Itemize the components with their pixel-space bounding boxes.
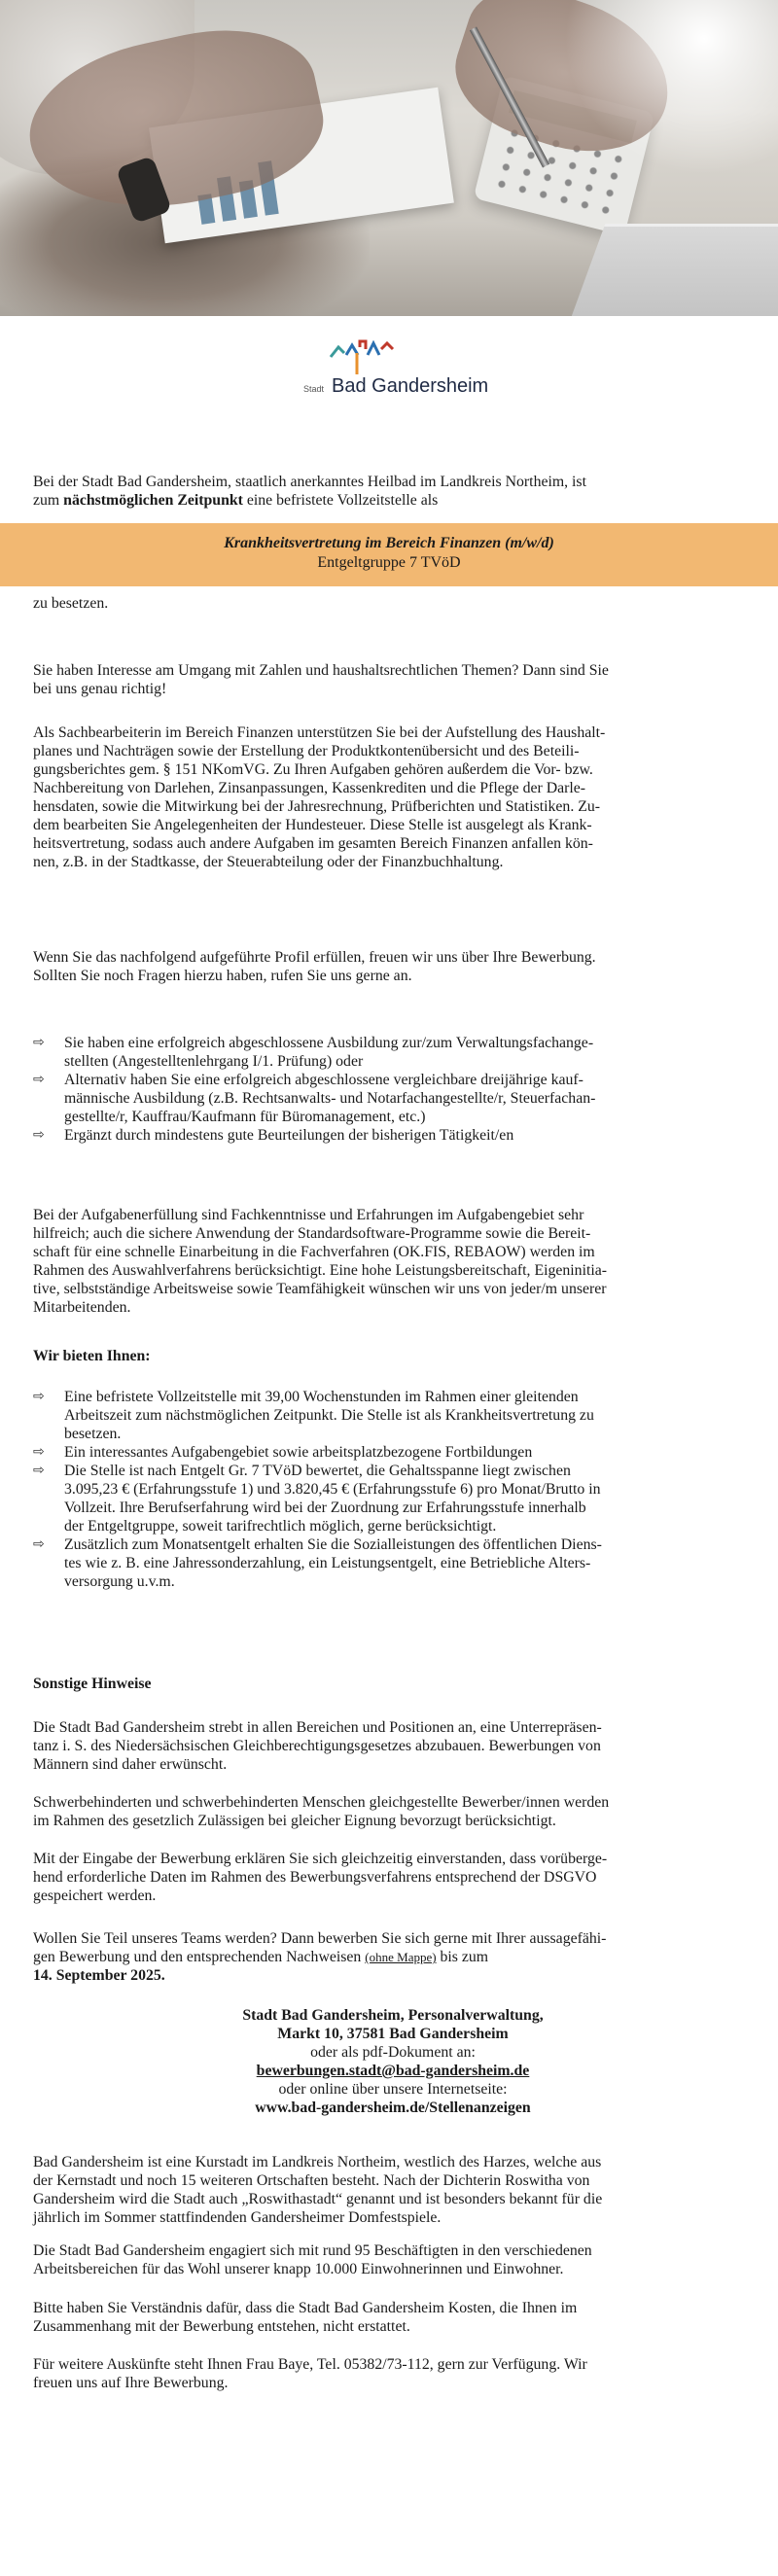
notes-equality-paragraph: Die Stadt Bad Gandersheim strebt in allen Bereichen und Positionen an, eine Unterrepräsen- tanz i. S. des Niedersächsischen Gleichberechtigungsgesetzes abzubauen. Bewerbungen von Männern sind daher erwünscht. [33,1719,602,1773]
list-item: ⇨ Ein interessantes Aufgabengebiet sowie arbeitsplatzbezogene Fortbildungen [33,1444,533,1461]
town-paragraph: Bad Gandersheim ist eine Kurstadt im Landkreis Northeim, westlich des Harzes, welche aus der Kernstadt und noch 15 weiteren Ortschaften besteht. Nach der Dichterin Roswitha von Gandersheim wird die Stadt auch „Roswithastadt“ genannt und ist besonders bekannt für die jährlich im Sommer stattfindenden Gandersheimer Domfestspiele. [33,2154,603,2226]
pay-grade: Entgeltgruppe 7 TVöD [317,554,461,571]
tasks-paragraph: Als Sachbearbeiterin im Bereich Finanzen unterstützen Sie bei der Aufstellung des Haushalt- planes und Nachträgen sowie der Erstellung der Produktkontenübersicht und des Beteili- gungsberichtes gem. § 151 NKomVG. Zu Ihren Aufgaben gehören außerdem die Vor- bzw. Nachbereitung von Darlehen, Zinsanpassungen, Kassenkrediten und die Pflege der Darle- hensdaten, sowie die Mitwirkung bei der Jahresrechnung, Prüfberichten und Statistiken. Zu- dem bearbeiten Sie Angelegenheiten der Hundesteuer. Diese Stelle ist ausgelegt als Krank- heitsvertretung, sodass auch andere Aufgaben im gesamten Bereich Finanzen anfallen kön- nen, z.B. in der Stadtkasse, der Steuerabteilung oder der Finanzbuchhaltung. [33,724,606,870]
position-title: Krankheitsvertretung im Bereich Finanzen (m/w/d) [224,535,554,551]
list-item: ⇨ Eine befristete Vollzeitstelle mit 39,00 Wochenstunden im Rahmen einer gleitenden Arbeitszeit zum nächstmöglichen Zeitpunkt. Die Stelle ist als Krankheitsvertretung zu besetzen. [33,1389,594,1442]
arrow-right-icon: ⇨ [33,1072,45,1087]
interest-paragraph: Sie haben Interesse am Umgang mit Zahlen und haushaltsrechtlichen Themen? Dann sind Sie bei uns genau richtig! [33,662,609,697]
photo-laptop [562,224,778,316]
notes-disability-paragraph: Schwerbehinderten und schwerbehinderten Menschen gleichgestellte Bewerber/innen werden im Rahmen des gesetzlich Zulässigen bei gleicher Eignung bevorzugt berücksichtigt. [33,1794,610,1829]
arrow-right-icon: ⇨ [33,1389,45,1404]
list-item: ⇨ Die Stelle ist nach Entgelt Gr. 7 TVöD bewertet, die Gehaltsspanne liegt zwischen 3.095,23 € (Erfahrungsstufe 1) und 3.820,45 € (Erfahrungsstufe 6) pro Monat/Brutto in Vollzeit. Ihre Berufserfahrung wird bei der Zuordnung zur Erfahrungsstufe innerhalb der Entgeltgruppe, soweit tarifrechtlich möglich, gerne berücksichtigt. [33,1463,601,1535]
skyline-icon [327,335,405,374]
notes-heading: Sonstige Hinweise [33,1676,152,1692]
knowledge-paragraph: Bei der Aufgabenerfüllung sind Fachkenntnisse und Erfahrungen im Aufgabengebiet sehr hilfreich; auch die sichere Anwendung der Standardsoftware-Programme sowie die Bereit- schaft für eine schnelle Einarbeitung in die Fachverfahren (OK.FIS, REBAOW) werden im Rahmen des Auswahlverfahrens berücksichtigt. Eine hohe Leistungsbereitschaft, Eigeninitia- tive, selbstständige Arbeitsweise sowie Teamfähigkeit wünschen wir uns von jeder/m unserer Mitarbeitenden. [33,1207,608,1316]
email-link[interactable]: bewerbungen.stadt@bad-gandersheim.de [256,2063,530,2079]
intro-paragraph: Bei der Stadt Bad Gandersheim, staatlich anerkanntes Heilbad im Landkreis Northeim, ist zum nächstmöglichen Zeitpunkt eine befristete Vollzeitstelle als [33,474,586,509]
deadline: 14. September 2025. [33,1967,165,1984]
list-item: ⇨ Alternativ haben Sie eine erfolgreich abgeschlossene vergleichbare dreijährige kauf- männische Ausbildung (z.B. Rechtsanwalts- und Notarfachangestellte/r, Steuerfachan- gestellte/r, Kauffrau/Kaufmann für Büromanagement, etc.) [33,1072,596,1125]
list-item: ⇨ Sie haben eine erfolgreich abgeschlossene Ausbildung zur/zum Verwaltungsfachange- stellten (Angestelltenlehrgang I/1. Prüfung) oder [33,1035,594,1070]
arrow-right-icon: ⇨ [33,1127,45,1143]
arrow-right-icon: ⇨ [33,1536,45,1552]
profile-intro-paragraph: Wenn Sie das nachfolgend aufgeführte Profil erfüllen, freuen wir uns über Ihre Bewerbung. Sollten Sie noch Fragen hierzu haben, rufen Sie uns gerne an. [33,949,596,984]
list-item: ⇨ Zusätzlich zum Monatsentgelt erhalten Sie die Sozialleistungen des öffentlichen Diens- tes wie z. B. eine Jahressonderzahlung, ein Leistungsentgelt, eine Betriebliche Alters- versorgung u.v.m. [33,1536,602,1590]
notes-dsgvo-paragraph: Mit der Eingabe der Bewerbung erklären Sie sich gleichzeitig einverstanden, dass vorüberge- hend erforderliche Daten im Rahmen des Bewerbungsverfahrens entsprechend der DSGVO gespeichert werden. [33,1851,608,1904]
arrow-right-icon: ⇨ [33,1035,45,1050]
zu-besetzen-text: zu besetzen. [33,595,109,612]
address-block: Stadt Bad Gandersheim, Personalverwaltung, Markt 10, 37581 Bad Gandersheim oder als pdf-Dokument an: bewerbungen.stadt@bad-gandersheim.de oder online über unsere Internetseite: www.bad-gandersheim.de/Stellenanzeigen [242,2007,544,2116]
requirements-list [33,1034,758,1145]
photo-highlight [564,0,778,175]
arrow-right-icon: ⇨ [33,1444,45,1460]
arrow-right-icon: ⇨ [33,1463,45,1478]
employees-paragraph: Die Stadt Bad Gandersheim engagiert sich mit rund 95 Beschäftigten in den verschiedenen Arbeitsbereichen für das Wohl unserer knapp 10.000 Einwohnerinnen und Einwohner. [33,2242,592,2277]
header-photo [0,0,778,316]
list-item: ⇨ Ergänzt durch mindestens gute Beurteilungen der bisherigen Tätigkeit/en [33,1127,514,1144]
website-link[interactable]: www.bad-gandersheim.de/Stellenanzeigen [255,2100,531,2116]
costs-paragraph: Bitte haben Sie Verständnis dafür, dass die Stadt Bad Gandersheim Kosten, die Ihnen im Zusammenhang mit der Bewerbung entstehen, nicht erstattet. [33,2300,578,2335]
contact-paragraph: Für weitere Auskünfte steht Ihnen Frau Baye, Tel. 05382/73-112, gern zur Verfügung. Wir freuen uns auf Ihre Bewerbung. [33,2356,587,2391]
offers-list [33,1388,758,1591]
apply-paragraph: Wollen Sie Teil unseres Teams werden? Dann bewerben Sie sich gerne mit Ihrer aussagefähi- gen Bewerbung und den entsprechenden Nachweisen (ohne Mappe) bis zum 14. September 2025. [33,1930,607,1984]
offer-heading: Wir bieten Ihnen: [33,1348,151,1364]
position-banner [0,523,778,586]
city-logo [303,335,488,408]
logo-city-name: Bad Gandersheim [332,375,489,397]
logo-stadt-label: Stadt [303,384,325,394]
